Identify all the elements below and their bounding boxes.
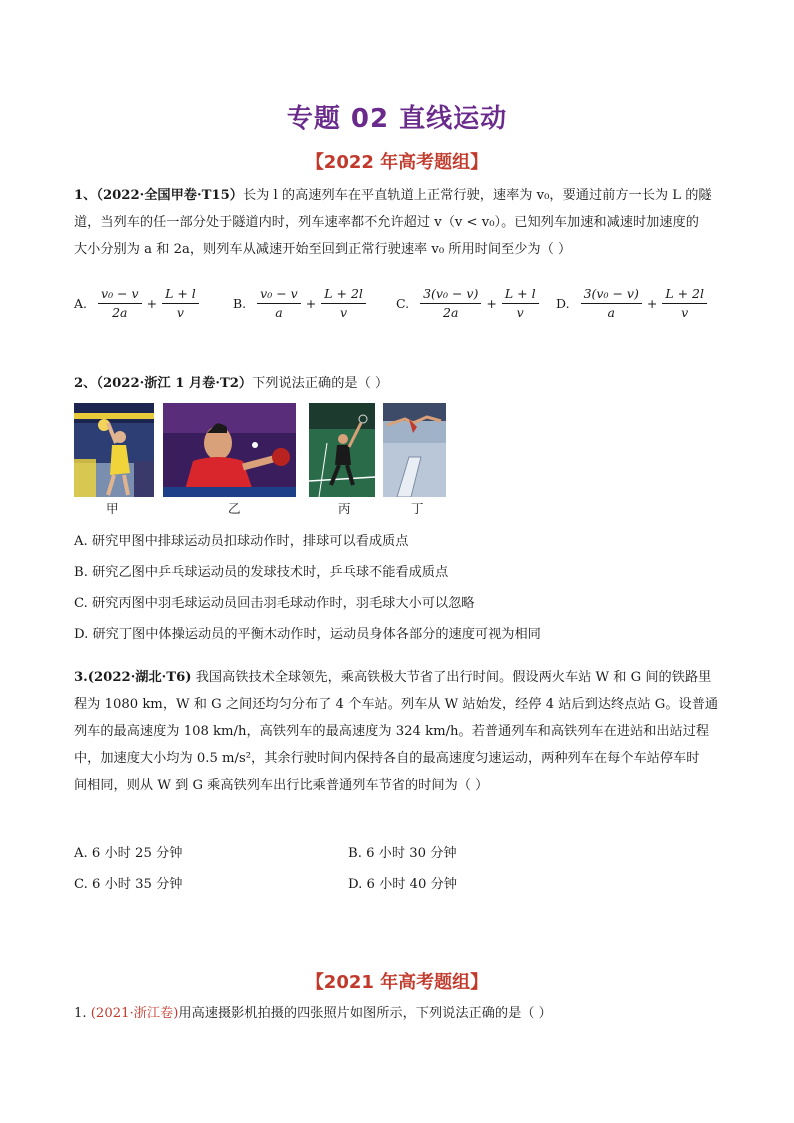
question-2-option-a[interactable]: A. 研究甲图中排球运动员扣球动作时，排球可以看成质点: [74, 534, 409, 549]
question-3-line-5: 间相同，则从 W 到 G 乘高铁列车出行比乘普通列车节省的时间为（ ）: [74, 778, 489, 793]
question-2-option-c[interactable]: C. 研究丙图中羽毛球运动员回击羽毛球动作时，羽毛球大小可以忽略: [74, 596, 475, 611]
photo-caption-yi: 乙: [228, 501, 241, 516]
question-1-option-c[interactable]: C. $\frac{\text{3(v₀ − v)}}{2a}$ + $\frac{L + l}{v}$: [396, 285, 542, 322]
question-2-source: 2、（2022·浙江 1 月卷·T2）: [74, 376, 253, 391]
question-3-option-c[interactable]: C. 6 小时 35 分钟: [74, 877, 183, 892]
question-3-line-4: 中，加速度大小均为 0.5 m/s²，其余行驶时间内保持各自的最高速度匀速运动，两种列车在每个车站停车时: [74, 751, 700, 766]
question-3-line-1: 我国高铁技术全球领先，乘高铁极大节省了出行时间。假设两火车站 W 和 G 间的铁路里: [195, 670, 712, 685]
section-heading-2022: 【2022 年高考题组】: [305, 152, 489, 173]
question-4-source: (2021·浙江卷): [90, 1006, 179, 1021]
question-1-line-2: 道，当列车的任一部分处于隧道内时，列车速率都不允许超过 v（v < v₀）。已知列车加速和减速时加速度的: [74, 215, 699, 230]
photo-caption-jia: 甲: [106, 501, 119, 516]
question-3-line-2: 程为 1080 km，W 和 G 之间还均匀分布了 4 个车站。列车从 W 站始发，经停 4 站后到达终点站 G。设普通: [74, 697, 719, 712]
question-3-option-b[interactable]: B. 6 小时 30 分钟: [348, 846, 457, 861]
photo-caption-ding: 丁: [411, 501, 424, 516]
question-2-text: 下列说法正确的是（ ）: [252, 376, 389, 391]
photo-caption-bing: 丙: [338, 501, 351, 516]
question-1-option-a[interactable]: A. $\frac{\text{v₀ − v}}{2a}$ + $\frac{L + l}{v}$: [74, 285, 202, 322]
question-3-source: 3.(2022·湖北·T6): [74, 670, 192, 685]
question-1-option-b[interactable]: B. $\frac{\text{v₀ − v}}{a}$ + $\frac{L + 2l}{v}$: [233, 285, 369, 322]
photo-badminton: [309, 403, 375, 497]
question-1-line-3: 大小分别为 a 和 2a，则列车从减速开始至回到正常行驶速率 v₀ 所用时间至少为（ ）: [74, 242, 572, 257]
page-title: 专题 02 直线运动: [286, 104, 508, 134]
question-1-source: 1、（2022·全国甲卷·T15）: [74, 188, 243, 203]
question-2-option-b[interactable]: B. 研究乙图中乒乓球运动员的发球技术时，乒乓球不能看成质点: [74, 565, 449, 580]
question-1-option-d[interactable]: D. $\frac{\text{3(v₀ − v)}}{a}$ + $\frac{L + 2l}{v}$: [556, 285, 710, 322]
question-4-stem: [74, 1002, 552, 1021]
photo-table-tennis: [163, 403, 296, 497]
question-2-option-d[interactable]: D. 研究丁图中体操运动员的平衡木动作时，运动员身体各部分的速度可视为相同: [74, 627, 541, 642]
question-3-line-3: 列车的最高速度为 108 km/h，高铁列车的最高速度为 324 km/h。若普通列车和高铁列车在进站和出站过程: [74, 724, 710, 739]
photo-balance-beam: [383, 403, 446, 497]
question-3-option-a[interactable]: A. 6 小时 25 分钟: [74, 846, 183, 861]
section-heading-2021: 【2021 年高考题组】: [305, 972, 489, 993]
question-4-number: 1.: [74, 1006, 91, 1021]
question-4-text: 用高速摄影机拍摄的四张照片如图所示，下列说法正确的是（ ）: [178, 1006, 552, 1021]
question-3: [74, 664, 726, 799]
question-2-stem: [74, 372, 388, 391]
question-3-option-d[interactable]: D. 6 小时 40 分钟: [348, 877, 457, 892]
question-1-line-1: 长为 l 的高速列车在平直轨道上正常行驶，速率为 v₀，要通过前方一长为 L 的隧: [242, 188, 712, 203]
photo-volleyball: [74, 403, 154, 497]
question-1: [74, 182, 726, 263]
